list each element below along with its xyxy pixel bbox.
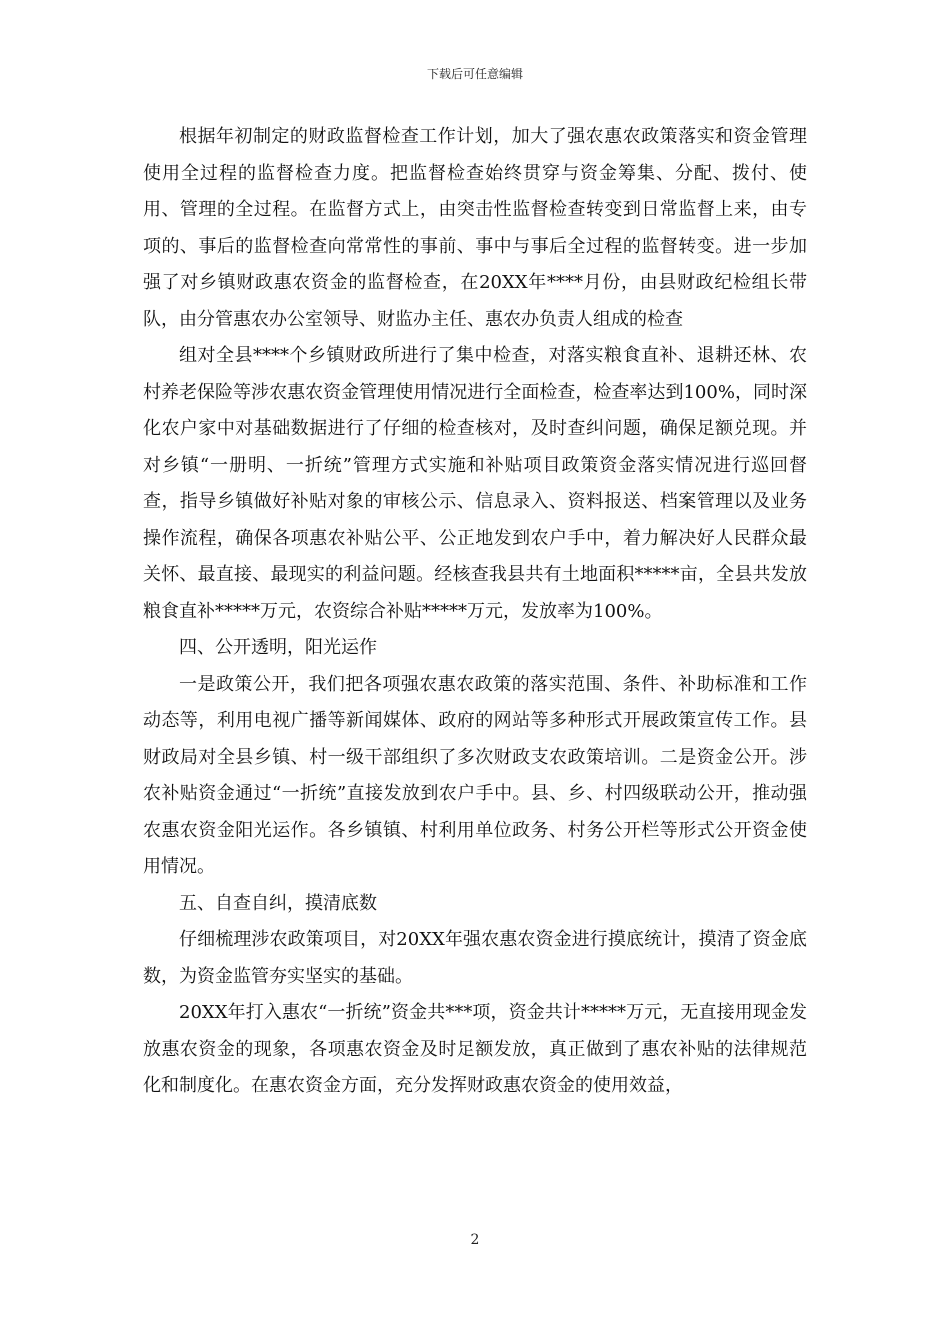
paragraph-project-review: 仔细梳理涉农政策项目，对20XX年强农惠农资金进行摸底统计，摸清了资金底数，为资金监管夯实坚实的基础。 xyxy=(143,929,807,987)
paragraph-inspection-team: 组对全县****个乡镇财政所进行了集中检查，对落实粮食直补、退耕还林、农村养老保险等涉农惠农资金管理使用情况进行全面检查，检查率达到100%，同时深化农户家中对基础数据进行了仔细的检查核对，及时查纠问题，确保足额兑现。并对乡镇“一册明、一折统”管理方式实施和补贴项目政策资金落实情况进行巡回督查，指导乡镇做好补贴对象的审核公示、信息录入、资料报送、档案管理以及业务操作流程，确保各项惠农补贴公平、公正地发到农户手中，着力解决好人民群众最关怀、最直接、最现实的利益问题。经核查我县共有土地面积*****亩，全县共发放粮食直补*****万元，农资综合补贴*****万元，发放率为100%。 xyxy=(143,345,807,622)
page-header-note: 下载后可任意编辑 xyxy=(426,67,523,81)
section-heading-self-inspection: 五、自查自纠，摸清底数 xyxy=(179,892,377,914)
paragraph-supervision-plan: 根据年初制定的财政监督检查工作计划，加大了强农惠农政策落实和资金管理使用全过程的监督检查力度。把监督检查始终贯穿与资金筹集、分配、拨付、使用、管理的全过程。在监督方式上，由突击性监督检查转变到日常监督上来，由专项的、事后的监督检查向常常性的事前、事中与事后全过程的监督转变。进一步加强了对乡镇财政惠农资金的监督检查，在20XX年****月份，由县财政纪检组长带队，由分管惠农办公室领导、财监办主任、惠农办负责人组成的检查 xyxy=(143,126,807,330)
paragraph-fund-disbursement: 20XX年打入惠农“一折统”资金共***项，资金共计*****万元，无直接用现金发放惠农资金的现象，各项惠农资金及时足额发放，真正做到了惠农补贴的法律规范化和制度化。在惠农资金方面，充分发挥财政惠农资金的使用效益， xyxy=(143,1002,807,1096)
paragraph-policy-disclosure: 一是政策公开，我们把各项强农惠农政策的落实范围、条件、补助标准和工作动态等，利用电视广播等新闻媒体、政府的网站等多种形式开展政策宣传工作。县财政局对全县乡镇、村一级干部组织了多次财政支农政策培训。二是资金公开。涉农补贴资金通过“一折统”直接发放到农户手中。县、乡、村四级联动公开，推动强农惠农资金阳光运作。各乡镇镇、村利用单位政务、村务公开栏等形式公开资金使用情况。 xyxy=(143,673,807,877)
page-number: 2 xyxy=(470,1232,480,1248)
section-heading-transparency: 四、公开透明，阳光运作 xyxy=(179,637,377,658)
document-body xyxy=(143,119,807,1105)
